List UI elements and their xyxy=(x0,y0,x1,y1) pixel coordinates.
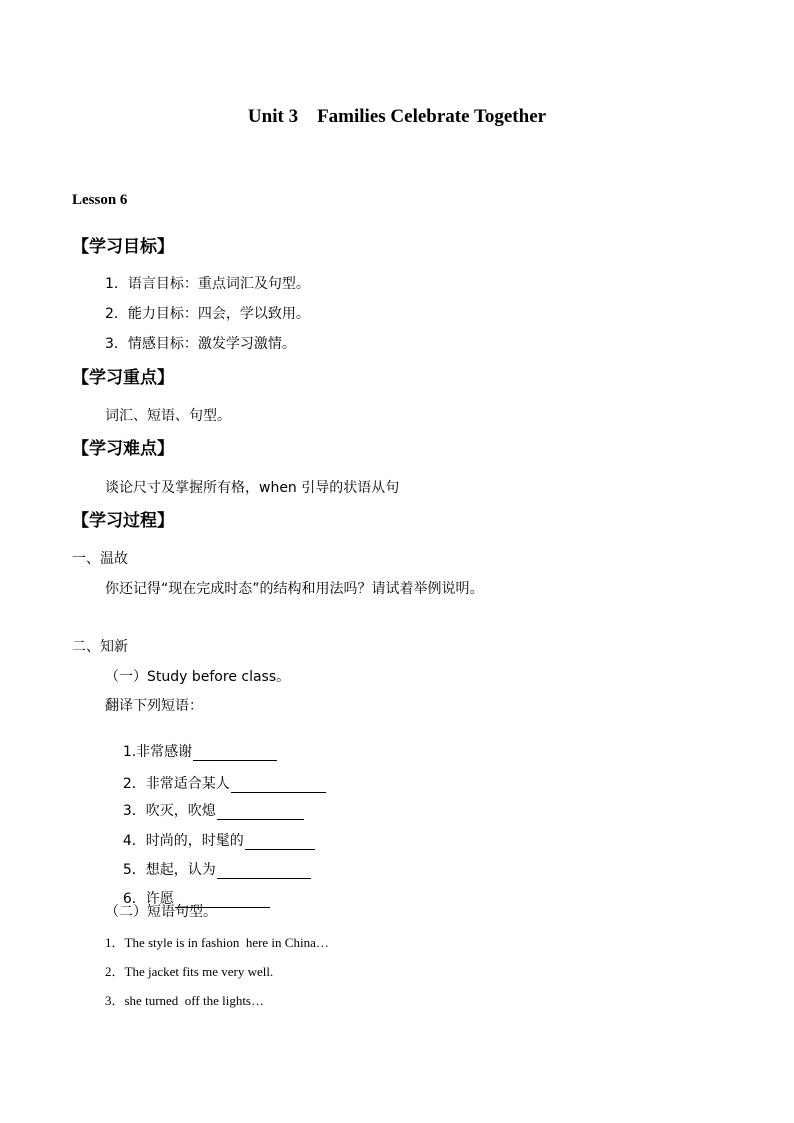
phrase-text: 6．许愿 xyxy=(122,891,174,907)
process-heading: 【学习过程】 xyxy=(72,511,174,531)
objectives-heading: 【学习目标】 xyxy=(72,237,174,257)
phrase-text: 2．非常适合某人 xyxy=(122,776,230,792)
part2-label: （二）短语句型。 xyxy=(105,904,217,920)
review-label: 一、温故 xyxy=(72,551,128,567)
objective-item: 1．语言目标：重点词汇及句型。 xyxy=(105,276,310,292)
sentence-item: 3．she turned off the lights… xyxy=(105,993,264,1008)
key-points-heading: 【学习重点】 xyxy=(72,368,174,388)
objective-item: 3．情感目标：激发学习激情。 xyxy=(105,336,296,352)
part1-label: （一）Study before class。 xyxy=(105,669,291,685)
phrase-text: 1.非常感谢 xyxy=(122,744,193,760)
key-points-text: 词汇、短语、句型。 xyxy=(105,408,231,424)
lesson-label: Lesson 6 xyxy=(72,192,128,208)
difficulties-heading: 【学习难点】 xyxy=(72,439,174,459)
review-text: 你还记得“现在完成时态”的结构和用法吗？请试着举例说明。 xyxy=(105,581,484,597)
phrase-text: 5．想起，认为 xyxy=(122,862,216,878)
translate-instruction: 翻译下列短语： xyxy=(105,698,203,714)
sentence-item: 2．The jacket fits me very well. xyxy=(105,964,274,979)
difficulties-text: 谈论尺寸及掌握所有格，when 引导的状语从句 xyxy=(105,480,400,496)
phrase-text: 4．时尚的，时髦的 xyxy=(122,833,244,849)
sentence-item: 1．The style is in fashion here in China… xyxy=(105,935,329,950)
phrase-text: 3．吹灭，吹熄 xyxy=(122,803,216,819)
new-knowledge-label: 二、知新 xyxy=(72,639,128,655)
document-title: Unit 3 Families Celebrate Together xyxy=(247,106,547,127)
objective-item: 2．能力目标：四会，学以致用。 xyxy=(105,306,310,322)
